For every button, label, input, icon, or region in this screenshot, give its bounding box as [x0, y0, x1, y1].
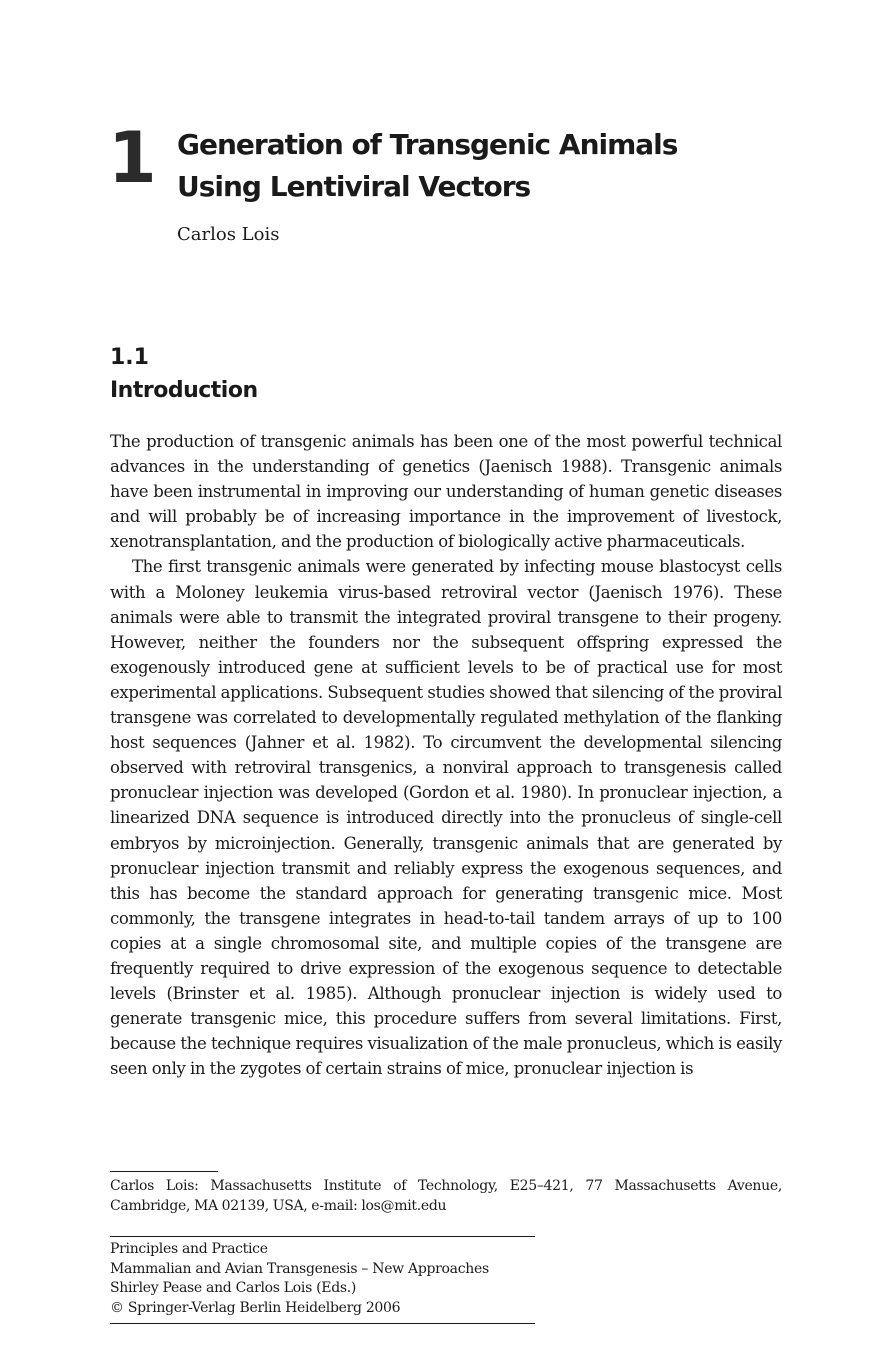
paragraph: The production of transgenic animals has been one of the most powerful technical advances in the understanding of genetics (Jaenisch 1988). Transgenic animals have been instrumental in improving our understanding of human genetic diseases and will probably be of increasing importance in the improvement of livestock, xenotransplantation, and the production of biologically active pharmaceuticals. [110, 432, 782, 552]
footnote-rule [110, 1171, 218, 1172]
publication-info [110, 1236, 535, 1324]
footnote: Carlos Lois: Massachusetts Institute of Technology, E25–421, 77 Massachusetts Avenue, Cambridge, MA 02139, USA, e-mail: los@mit.edu [110, 1178, 782, 1214]
publication-book-title: Mammalian and Avian Transgenesis – New Approaches [110, 1260, 489, 1277]
section-title: Introduction [110, 378, 258, 403]
publication-series: Principles and Practice [110, 1241, 268, 1257]
body-text [110, 429, 782, 1081]
publication-copyright: © Springer-Verlag Berlin Heidelberg 2006 [110, 1299, 401, 1316]
chapter-title-line: Generation of Transgenic Animals [177, 128, 678, 161]
chapter-title [177, 124, 797, 208]
section-number: 1.1 [110, 345, 149, 370]
publication-editors: Shirley Pease and Carlos Lois (Eds.) [110, 1280, 357, 1296]
chapter-author: Carlos Lois [177, 224, 280, 245]
chapter-number: 1 [108, 117, 155, 199]
chapter-title-line: Using Lentiviral Vectors [177, 170, 531, 203]
paragraph: The first transgenic animals were generated by infecting mouse blastocyst cells with a Moloney leukemia virus-based retroviral vector (Jaenisch 1976). These animals were able to transmit the integrated proviral transgene to their progeny. However, neither the founders nor the subsequent offspring expressed the exogenously introduced gene at sufficient levels to be of practical use for most experimental applications. Subsequent studies showed that silencing of the proviral transgene was correlated to developmentally regulated methylation of the flanking host sequences (Jahner et al. 1982). To circumvent the developmental silencing observed with retroviral transgenics, a nonviral approach to transgenesis called pronuclear injection was developed (Gordon et al. 1980). In pronuclear injection, a linearized DNA sequence is introduced directly into the pronucleus of single-cell embryos by microinjection. Generally, transgenic animals that are generated by pronuclear injection transmit and reliably express the exogenous sequences, and this has become the standard approach for generating transgenic mice. Most commonly, the transgene integrates in head-to-tail tandem arrays of up to 100 copies at a single chromosomal site, and multiple copies of the transgene are frequently required to drive expression of the exogenous sequence to detectable levels (Brinster et al. 1985). Although pronuclear injection is widely used to generate transgenic mice, this procedure suffers from several limitations. First, because the technique requires visualization of the male pronucleus, which is easily seen only in the zygotes of certain strains of mice, pronuclear injection is [110, 557, 782, 1079]
